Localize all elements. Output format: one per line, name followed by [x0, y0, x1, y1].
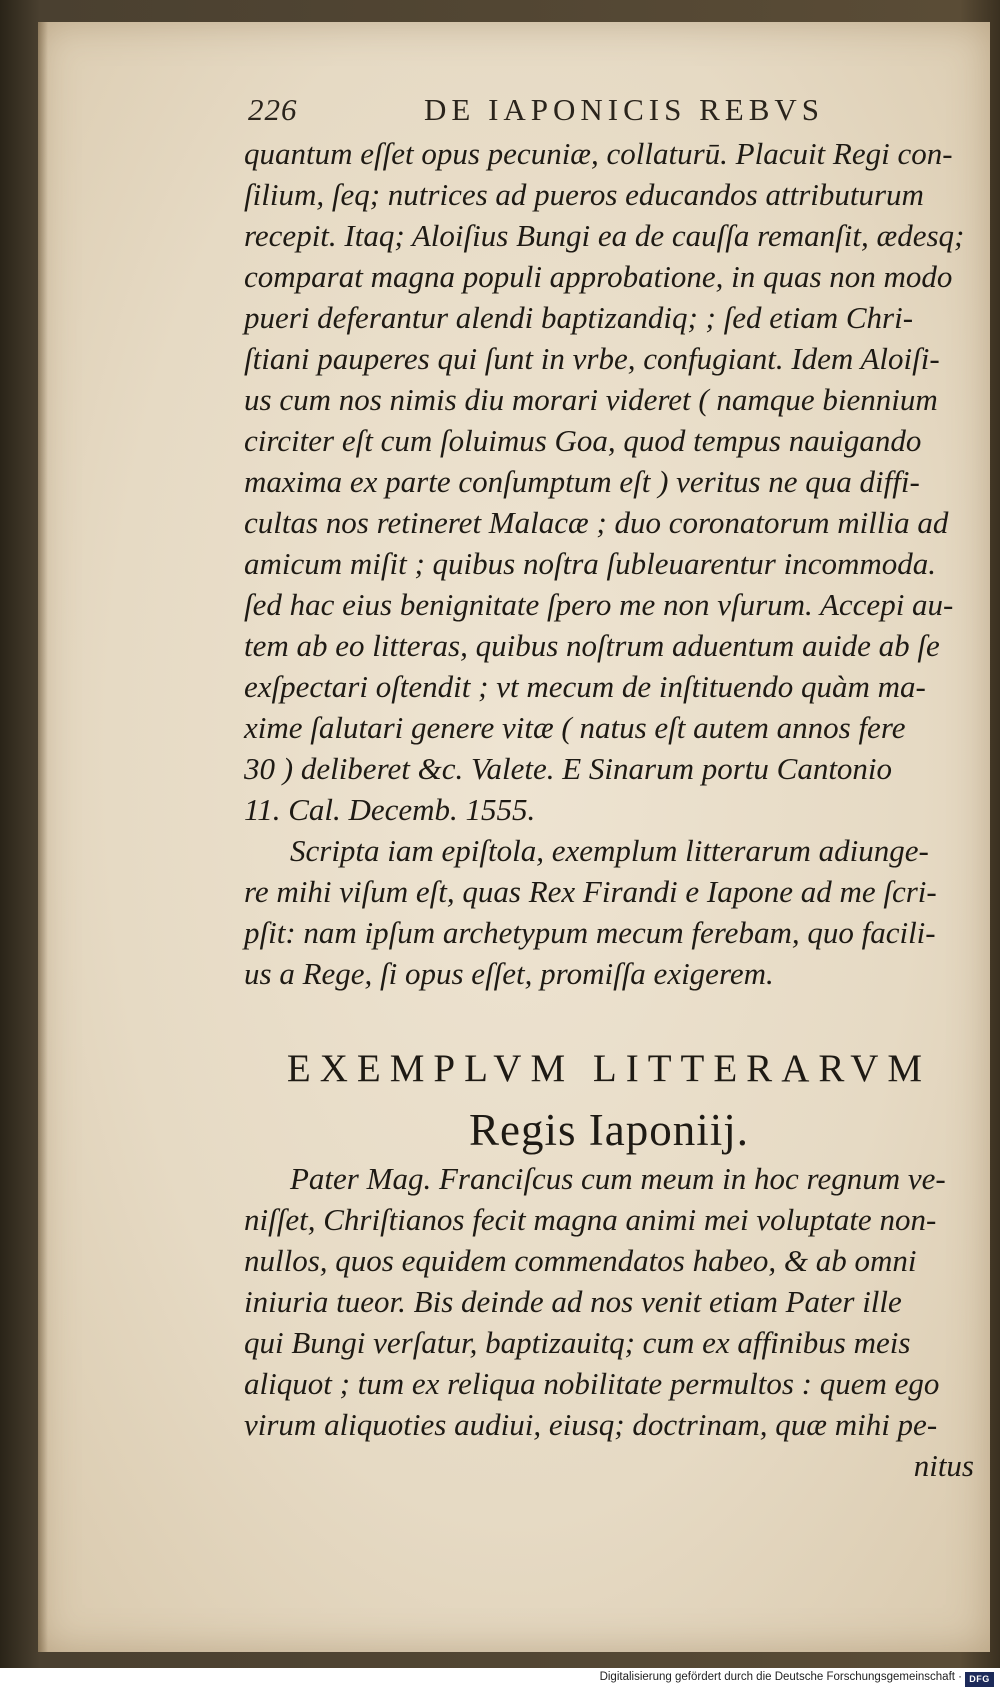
letter-line: virum aliquoties audiui, eiusq; doctrinam, quæ mihi pe-	[244, 1407, 938, 1442]
letter-text	[244, 1158, 974, 1486]
text-line: ſilium, ſeq; nutrices ad pueros educandos attributurum	[244, 177, 924, 212]
main-text	[244, 133, 974, 994]
text-line: cultas nos retineret Malacæ ; duo coronatorum millia ad	[244, 505, 949, 540]
text-line: tem ab eo litteras, quibus noſtrum aduentum auide ab ſe	[244, 628, 940, 663]
page-number: 226	[248, 92, 298, 127]
dfg-logo: DFG	[965, 1672, 994, 1687]
letter-line: aliquot ; tum ex reliqua nobilitate permultos : quem ego	[244, 1366, 940, 1401]
section-subheading: Regis Iaponiij.	[469, 1105, 749, 1155]
catchword: nitus	[913, 1448, 974, 1483]
postscript-line: Scripta iam epiſtola, exemplum litterarum adiunge-	[290, 833, 929, 868]
letter-line: Pater Mag. Franciſcus cum meum in hoc regnum ve-	[290, 1161, 946, 1196]
letter-line: nullos, quos equidem commendatos habeo, & ab omni	[244, 1243, 917, 1278]
section-heading: EXEMPLVM LITTERARVM	[286, 1047, 932, 1090]
text-line: xime ſalutari genere vitæ ( natus eſt autem annos fere	[244, 710, 906, 745]
text-line: comparat magna populi approbatione, in quas non modo	[244, 259, 953, 294]
text-line: us cum nos nimis diu morari videret ( namque biennium	[244, 382, 938, 417]
text-line: 11. Cal. Decemb. 1555.	[244, 792, 536, 827]
letter-line: niſſet, Chriſtianos fecit magna animi mei voluptate non-	[244, 1202, 937, 1237]
digitization-footer	[0, 1668, 1000, 1692]
text-line: amicum miſit ; quibus noſtra ſubleuarentur incommoda.	[244, 546, 937, 581]
running-head	[248, 92, 928, 132]
text-line: circiter eſt cum ſoluimus Goa, quod tempus nauigando	[244, 423, 922, 458]
letter-line: qui Bungi verſatur, baptizauitq; cum ex affinibus meis	[244, 1325, 911, 1360]
running-title: DE IAPONICIS REBVS	[424, 92, 825, 127]
text-line: pueri deferantur alendi baptizandiq; ; ſed etiam Chri-	[244, 300, 914, 335]
postscript-line: pſit: nam ipſum archetypum mecum ferebam, quo facili-	[244, 915, 936, 950]
text-line: ſtiani pauperes qui ſunt in vrbe, confugiant. Idem Aloiſi-	[244, 341, 940, 376]
page-gutter-shadow	[38, 22, 48, 1652]
text-line: recepit. Itaq; Aloiſius Bungi ea de cauſſa remanſit, ædesq;	[244, 218, 965, 253]
postscript-line: re mihi viſum eſt, quas Rex Firandi e Iapone ad me ſcri-	[244, 874, 937, 909]
text-line: exſpectari oſtendit ; vt mecum de inſtituendo quàm ma-	[244, 669, 926, 704]
text-line: maxima ex parte conſumptum eſt ) veritus ne qua diffi-	[244, 464, 920, 499]
funding-credit: Digitalisierung gefördert durch die Deutsche Forschungsgemeinschaft ·	[599, 1671, 962, 1683]
postscript-line: us a Rege, ſi opus eſſet, promiſſa exigerem.	[244, 956, 774, 991]
text-line: ſed hac eius benignitate ſpero me non vſurum. Accepi au-	[244, 587, 954, 622]
letter-line: iniuria tueor. Bis deinde ad nos venit etiam Pater ille	[244, 1284, 902, 1319]
text-line: quantum eſſet opus pecuniæ, collaturū. Placuit Regi con-	[244, 136, 953, 171]
text-line: 30 ) deliberet &c. Valete. E Sinarum portu Cantonio	[244, 751, 893, 786]
